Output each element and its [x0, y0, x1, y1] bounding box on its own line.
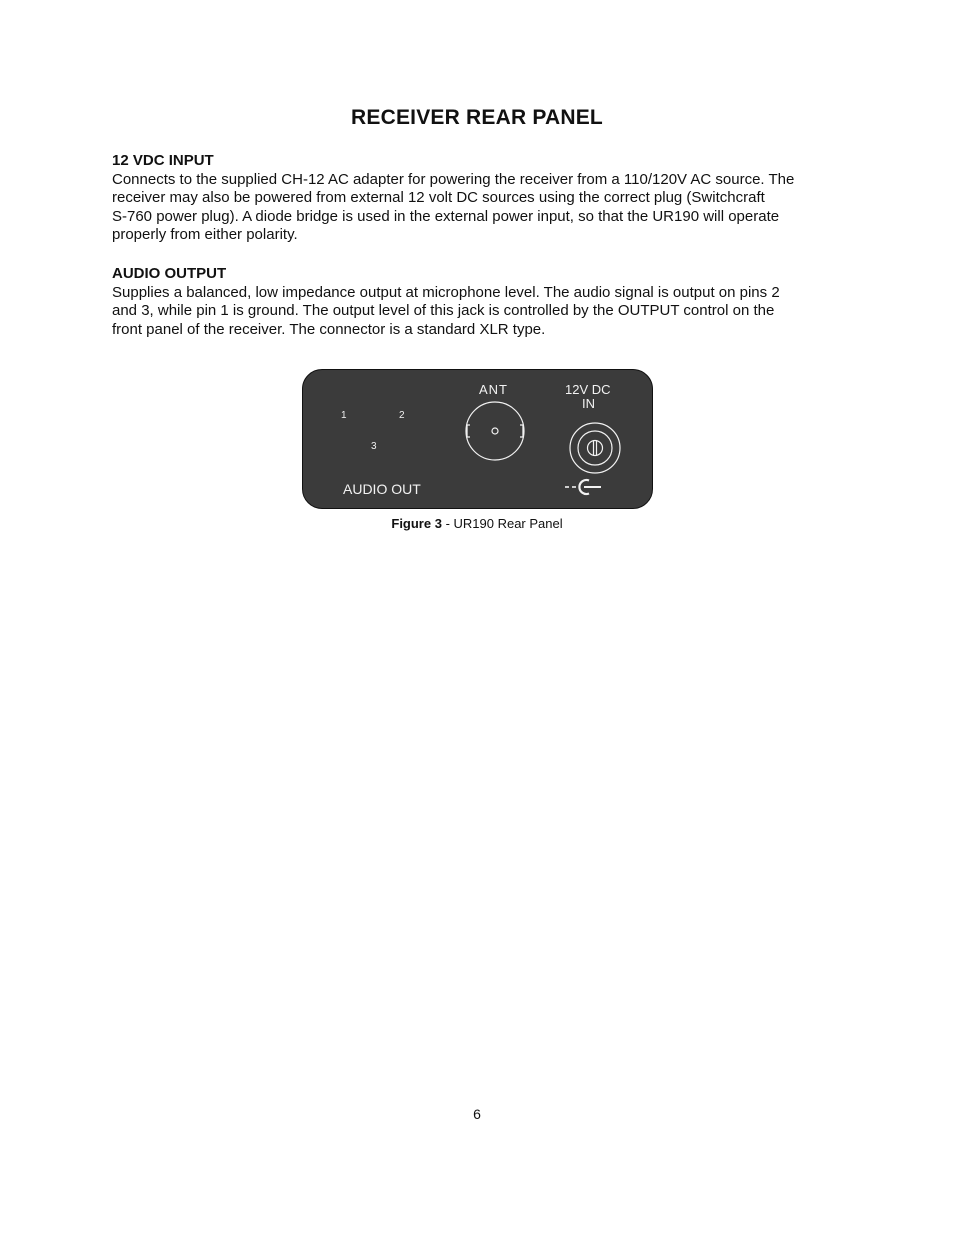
- section-paragraph: [112, 171, 848, 245]
- paragraph-line: properly from either polarity.: [112, 226, 298, 244]
- section-heading: AUDIO OUTPUT: [112, 265, 227, 282]
- section-heading: 12 VDC INPUT: [112, 152, 214, 169]
- bnc-antenna-connector-icon: [463, 400, 527, 464]
- section-12vdc-input: [112, 152, 848, 245]
- paragraph-line: and 3, while pin 1 is ground. The output level of this jack is controlled by the OUTPUT control on the: [112, 302, 775, 320]
- dc-power-jack-icon: [567, 420, 623, 476]
- section-audio-output: [112, 265, 848, 339]
- paragraph-line: front panel of the receiver. The connector is a standard XLR type.: [112, 320, 546, 338]
- rear-panel-figure: [302, 369, 653, 509]
- paragraph-line: Connects to the supplied CH-12 AC adapter for powering the receiver from a 110/120V AC source. The: [112, 170, 795, 188]
- paragraph-line: S-760 power plug). A diode bridge is used in the external power input, so that the UR190 will operate: [112, 207, 780, 225]
- section-paragraph: [112, 284, 848, 340]
- figure-caption-text: - UR190 Rear Panel: [441, 516, 563, 531]
- rear-panel: [302, 369, 653, 509]
- dc-input-label-line2: IN: [582, 396, 595, 411]
- dc-polarity-symbol-icon: [565, 476, 605, 498]
- paragraph-line: receiver may also be powered from external 12 volt DC sources using the correct plug (Switchcraft: [112, 189, 765, 207]
- xlr-pin-2-label: 2: [399, 410, 405, 421]
- figure-caption-label: Figure 3: [391, 516, 442, 531]
- xlr-pin-1-label: 1: [341, 410, 347, 421]
- paragraph-line: Supplies a balanced, low impedance output at microphone level. The audio signal is output on pins 2: [112, 283, 780, 301]
- page-number: 6: [473, 1106, 481, 1122]
- audio-out-label: AUDIO OUT: [343, 481, 421, 497]
- page-title: RECEIVER REAR PANEL: [351, 106, 603, 129]
- ant-label: ANT: [479, 382, 508, 397]
- figure-caption: [0, 516, 954, 531]
- dc-input-label-line1: 12V DC: [565, 382, 611, 397]
- xlr-pin-3-label: 3: [371, 441, 377, 452]
